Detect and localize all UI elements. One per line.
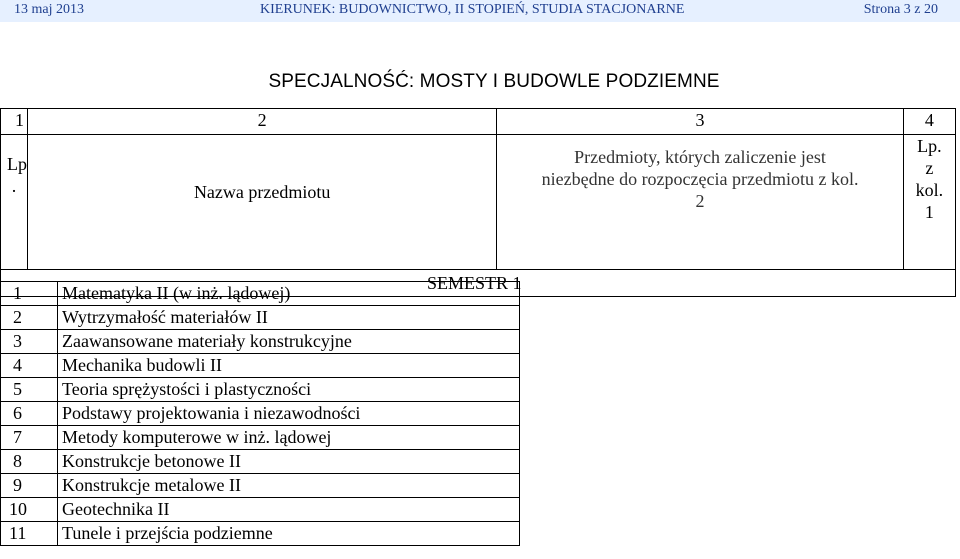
header-lp-line: . [11, 176, 17, 196]
table-row [1, 330, 520, 354]
header-subject-name: Nazwa przedmiotu [28, 135, 497, 270]
column-number-2: 2 [28, 109, 497, 135]
subject-name: Metody komputerowe w inż. lądowej [58, 426, 520, 450]
table-row [1, 522, 520, 546]
table-row [1, 426, 520, 450]
subject-name: Teoria sprężystości i plastyczności [58, 378, 520, 402]
subject-name: Matematyka II (w inż. lądowej) [58, 282, 520, 306]
column-number-4: 4 [903, 109, 955, 135]
table-row [1, 306, 520, 330]
table-row [1, 498, 520, 522]
subject-number: 4 [1, 354, 58, 378]
page-header [0, 0, 960, 22]
column-number-1: 1 [1, 109, 28, 135]
subject-rows [1, 282, 520, 546]
header-lp [1, 135, 28, 270]
header-lp-col-line: 1 [924, 202, 934, 222]
subject-number: 5 [1, 378, 58, 402]
header-lp-from-col1 [903, 135, 955, 270]
table-row [1, 378, 520, 402]
subject-name: Konstrukcje metalowe II [58, 474, 520, 498]
table-row [1, 474, 520, 498]
subject-name: Podstawy projektowania i niezawodności [58, 402, 520, 426]
header-lp-col-line: kol. [915, 180, 944, 200]
header-lp-line: Lp [7, 154, 27, 174]
column-header-row [1, 135, 956, 270]
table-row [1, 354, 520, 378]
header-prerequisites [497, 135, 904, 270]
subject-number: 2 [1, 306, 58, 330]
subject-name: Wytrzymałość materiałów II [58, 306, 520, 330]
subject-name: Mechanika budowli II [58, 354, 520, 378]
subject-name: Geotechnika II [58, 498, 520, 522]
semester-label: SEMESTR 1 [427, 273, 522, 293]
header-page-number: Strona 3 z 20 [863, 2, 938, 17]
header-prereq-line: Przedmioty, których zaliczenie jest [574, 147, 826, 167]
header-lp-col-line: Lp. [917, 136, 942, 156]
subject-number: 9 [1, 474, 58, 498]
subject-number: 7 [1, 426, 58, 450]
page-title: SPECJALNOŚĆ: MOSTY I BUDOWLE PODZIEMNE [268, 71, 720, 92]
subjects-list [0, 281, 520, 546]
header-lp-col-line: z [925, 158, 934, 178]
subject-number: 10 [1, 498, 58, 522]
header-prereq-line: 2 [695, 191, 705, 211]
subject-number: 8 [1, 450, 58, 474]
column-number-3: 3 [497, 109, 904, 135]
subject-number: 11 [1, 522, 58, 546]
subject-name: Konstrukcje betonowe II [58, 450, 520, 474]
table-row [1, 402, 520, 426]
subject-name: Zaawansowane materiały konstrukcyjne [58, 330, 520, 354]
subject-number: 1 [1, 282, 58, 306]
header-date: 13 maj 2013 [14, 2, 84, 17]
subject-number: 6 [1, 402, 58, 426]
subject-name: Tunele i przejścia podziemne [58, 522, 520, 546]
table-row [1, 450, 520, 474]
subject-number: 3 [1, 330, 58, 354]
header-prereq-line: niezbędne do rozpoczęcia przedmiotu z kol. [541, 169, 859, 189]
table-row [1, 282, 520, 306]
header-program: KIERUNEK: BUDOWNICTWO, II STOPIEŃ, STUDIA STACJONARNE [260, 2, 685, 17]
column-number-row [1, 109, 956, 135]
prerequisites-table [0, 108, 956, 297]
